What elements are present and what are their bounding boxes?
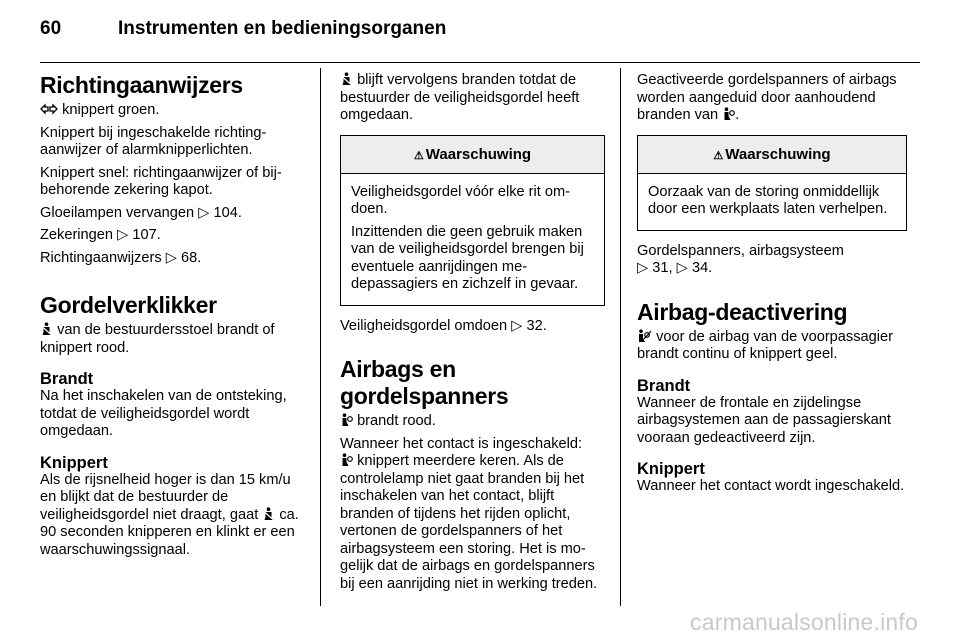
paragraph: [40, 227, 306, 245]
heading-gordelverklikker: Gordelverklikker: [40, 292, 217, 318]
paragraph: [637, 329, 907, 364]
turn-signal-arrows-icon: [40, 102, 58, 116]
reference-arrow-icon: ▷: [165, 249, 177, 266]
heading-airbag-deactivering: Airbag-deactivering: [637, 298, 848, 325]
column-2: [340, 72, 605, 598]
warning-triangle-icon: ⚠: [713, 149, 724, 162]
warning-box: [340, 135, 605, 306]
text: Gordelspanners, airbagsysteem: [637, 242, 844, 259]
page-reference[interactable]: 107.: [132, 227, 161, 243]
airbag-icon: [340, 413, 353, 427]
text: Wanneer het contact is ingeschakeld:: [340, 435, 583, 452]
seatbelt-reminder-icon: [262, 507, 275, 521]
warning-paragraph: Oorzaak van de storing onmiddellijk door een werkplaats laten verhelpen.: [648, 183, 888, 217]
paragraph: Na het inschakelen van de ontsteking, totdat de veiligheidsgordel wordt omgedaan.: [40, 388, 287, 439]
warning-body: [638, 174, 906, 230]
text: brandt rood.: [357, 413, 436, 429]
paragraph: Wanneer het contact wordt ingeschakeld.: [637, 478, 905, 494]
warning-title-text: Waarschuwing: [425, 145, 532, 163]
column-1: [40, 72, 306, 564]
text: Zekeringen: [40, 227, 114, 243]
paragraph: Wanneer de frontale en zijdelingse airbagsystemen aan de passagierskant vooraan gedeactiveerd zijn.: [637, 394, 891, 446]
paragraph: [40, 322, 306, 357]
subheading-knippert: Knippert: [40, 453, 108, 472]
column-3: [637, 72, 907, 501]
text: .: [735, 107, 740, 123]
text: knippert meerdere keren. Als de controlelamp niet gaat branden bij het inschakelen van het contact, blijft branden of tijdens het rijden oplicht, vertonen de gordelspanners of het airbagsysteem een storing. Het is mogelijk dat de airbags en gordelspanners bij een aanrijding niet in werking treden.: [340, 453, 598, 592]
text: Geactiveerde gordelspanners of airbags worden aangeduid door aanhoudend branden van: [637, 72, 897, 123]
paragraph: [637, 72, 907, 125]
page-reference[interactable]: 31,: [652, 260, 673, 276]
paragraph: Knippert bij ingeschakelde richtingaanwijzer of alarmknipperlichten.: [40, 124, 267, 158]
subheading-brandt: Brandt: [40, 370, 94, 388]
text: Gloeilampen vervangen: [40, 204, 195, 221]
warning-title: [638, 136, 906, 174]
column-divider-1: [320, 68, 321, 606]
text: voor de airbag van de voorpassagier brandt continu of knippert geel.: [637, 328, 893, 362]
heading-richtingaanwijzers: Richtingaanwijzers: [40, 72, 243, 98]
paragraph: [637, 243, 907, 278]
page-reference[interactable]: 104.: [213, 204, 242, 221]
text: knippert groen.: [62, 102, 160, 118]
paragraph: [40, 205, 306, 223]
text: van de bestuurdersstoel brandt of knippert rood.: [40, 322, 275, 356]
paragraph: [40, 250, 306, 268]
paragraph: [340, 413, 605, 431]
text: blijft vervolgens branden totdat de bestuurder de veiligheidsgordel heeft omgedaan.: [340, 72, 580, 123]
reference-arrow-icon: ▷: [117, 227, 129, 243]
warning-body: [341, 174, 604, 305]
page-reference[interactable]: 34.: [691, 260, 713, 276]
page-header: [40, 18, 446, 40]
paragraph: [340, 72, 605, 125]
reference-arrow-icon: ▷: [676, 260, 688, 276]
paragraph: [40, 102, 306, 120]
paragraph: Knippert snel: richtingaanwijzer of bijbehorende zekering kapot.: [40, 164, 282, 198]
paragraph: [340, 436, 605, 594]
seatbelt-reminder-icon: [340, 72, 353, 86]
heading-airbags-en-gordelspanners: Airbags en gordelspanners: [340, 356, 509, 409]
warning-box: [637, 135, 907, 231]
reference-arrow-icon: ▷: [637, 260, 649, 276]
warning-title: [341, 136, 604, 174]
page-title: Instrumenten en bedieningsorganen: [118, 18, 447, 39]
airbag-icon: [722, 107, 735, 121]
airbag-deactivation-icon: [637, 329, 652, 343]
text: Als de rijsnelheid hoger is dan 15 km/u en blijkt dat de bestuurder de veiligheidsgordel niet draagt, gaat: [40, 471, 291, 523]
airbag-icon: [340, 453, 353, 467]
column-divider-2: [620, 68, 621, 606]
subheading-brandt: Brandt: [637, 376, 691, 395]
text: ca. 90 seconden knipperen en klinkt er een waarschuwingssignaal.: [40, 506, 299, 558]
subheading-knippert: Knippert: [637, 460, 705, 478]
reference-arrow-icon: ▷: [511, 317, 523, 334]
seatbelt-reminder-icon: [40, 322, 53, 336]
page-number: 60: [40, 18, 62, 39]
paragraph: [340, 318, 605, 336]
warning-paragraph: Veiligheidsgordel vóór elke rit omdoen.: [351, 183, 571, 217]
reference-arrow-icon: ▷: [198, 204, 210, 221]
page-reference[interactable]: 32.: [526, 317, 547, 334]
warning-triangle-icon: ⚠: [413, 149, 424, 162]
page-reference[interactable]: 68.: [181, 249, 202, 266]
text: Richtingaanwijzers: [40, 249, 162, 266]
text: Veiligheidsgordel omdoen: [340, 317, 508, 334]
watermark: carmanualsonline.info: [690, 609, 918, 635]
warning-title-text: Waarschuwing: [725, 145, 831, 163]
warning-paragraph: Inzittenden die geen gebruik maken van de veiligheidsgordel brengen bij eventuele aanrijdingen medepassagiers en zichzelf in gevaar.: [351, 223, 584, 292]
paragraph: [40, 472, 306, 560]
header-rule: [40, 62, 920, 63]
